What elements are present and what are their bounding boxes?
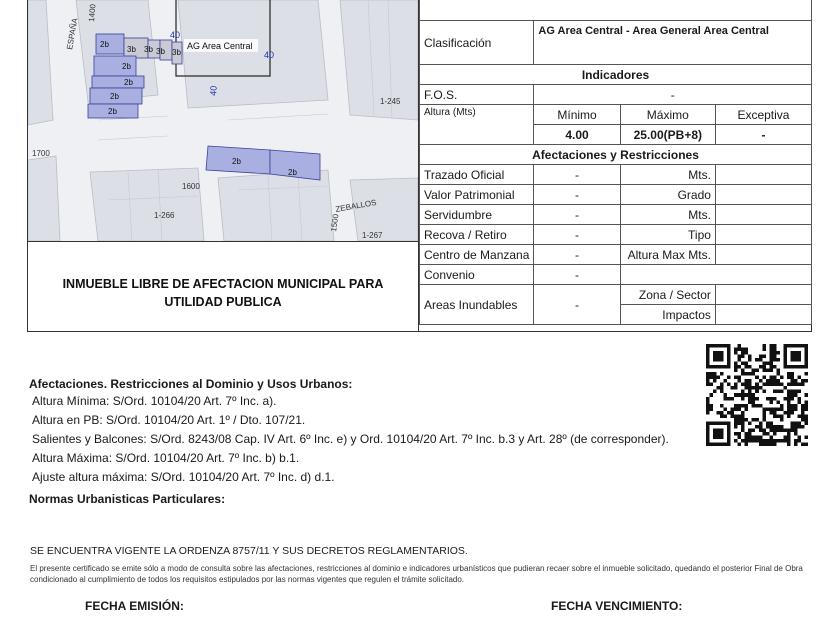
afectacion-row [420,245,812,265]
fos-label: F.O.S. [420,85,534,105]
afectacion-label: Recova / Retiro [420,225,534,245]
afectacion-extra [715,185,811,205]
lot-label-4: 3b [156,47,165,56]
lot-2b-3 [92,76,144,88]
restricciones-title: Afectaciones. Restricciones al Dominio y Usos Urbanos: [29,377,353,391]
street-label-1-266: 1-266 [154,211,175,220]
street-label-1700: 1700 [32,149,50,158]
afectaciones-title: Afectaciones y Restricciones [420,145,812,165]
afectacion-extra [715,245,811,265]
fecha-emision-label: FECHA EMISIÓN: [85,599,184,613]
lot-label-7: 2b [124,78,133,87]
impactos-value [715,305,811,325]
afectacion-extra [715,225,811,245]
street-label-1500: 1500 [329,213,341,233]
clasificacion-label: Clasificación [420,21,534,65]
map-canvas [28,0,418,241]
afectacion-label: Servidumbre [420,205,534,225]
afectacion-extra [715,165,811,185]
afectacion-unit: Altura Max Mts. [620,245,715,265]
afectacion-value: - [534,165,620,185]
street-label-40b: 40 [264,50,275,60]
afectacion-row [420,205,812,225]
lot-label-8: 2b [110,92,119,101]
clasificacion-value: AG Area Central - Area General Area Central [534,21,812,65]
altura-exc-value: - [715,125,811,145]
afectacion-extra [715,205,811,225]
lot-label-10: 2b [232,157,241,166]
qr-code-icon [706,344,808,446]
altura-label: Altura (Mts) [420,105,534,145]
normas-title: Normas Urbanisticas Particulares: [29,492,226,506]
restriccion-line: Salientes y Balcones: S/Ord. 8243/08 Cap. IV Art. 6º Inc. e) y Ord. 10104/20 Art. 7º Inc. b.3 y Art. 28º (de corresponder). [32,432,669,446]
restriccion-line: Altura en PB: S/Ord. 10104/20 Art. 1º / Dto. 107/21. [32,413,306,427]
street-label-espana: ESPAÑA [65,17,80,51]
afectacion-extra [620,265,811,285]
street-label-1-245: 1-245 [380,97,401,106]
afectacion-value: - [534,205,620,225]
afectacion-label: Trazado Oficial [420,165,534,185]
afectacion-label: Convenio [420,265,534,285]
afectacion-unit: Mts. [620,165,715,185]
lot-label-6: 2b [122,62,131,71]
afectacion-value: - [534,225,620,245]
street-label-40a: 40 [170,30,181,40]
fecha-vencimiento-label: FECHA VENCIMIENTO: [551,599,683,613]
lot-label-11: 2b [288,168,297,177]
info-table [419,0,812,325]
zone-label: AG Area Central [187,41,253,51]
afectacion-label: Centro de Manzana [420,245,534,265]
altura-max-label: Máximo [620,105,715,125]
restriccion-line: Altura Mínima: S/Ord. 10104/20 Art. 7º Inc. a). [32,394,277,408]
altura-exc-label: Exceptiva [715,105,811,125]
afectacion-unit: Tipo [620,225,715,245]
top-row [420,0,812,21]
altura-min-label: Mínimo [534,105,620,125]
afectacion-unit: Grado [620,185,715,205]
street-label-40c: 40 [208,85,219,97]
afectacion-unit: Mts. [620,205,715,225]
map-divider [28,241,418,242]
restriccion-line: Ajuste altura máxima: S/Ord. 10104/20 Art. 7º Inc. d) d.1. [32,470,335,484]
zona-label: Zona / Sector [620,285,715,305]
parcel-map[interactable] [28,0,418,241]
lot-label-9: 2b [108,107,117,116]
vigente-text: SE ENCUENTRA VIGENTE LA ORDENZA 8757/11 Y SUS DECRETOS REGLAMENTARIOS. [30,545,468,557]
altura-max-value: 25.00(PB+8) [620,125,715,145]
street-label-1600: 1600 [182,182,200,191]
afectacion-value: - [534,185,620,205]
zona-value [715,285,811,305]
impactos-label: Impactos [620,305,715,325]
lot-label-3: 3b [144,45,153,54]
afectacion-row [420,185,812,205]
street-label-zeballos: ZEBALLOS [334,197,378,214]
afectacion-row [420,165,812,185]
afectacion-value: - [534,245,620,265]
afectacion-row [420,265,812,285]
fos-value: - [534,85,812,105]
street-label-1400: 1400 [87,3,98,23]
street-label-1-267: 1-267 [362,231,383,240]
restricciones-list [32,392,669,487]
inundables-value: - [534,285,620,325]
afectacion-label: Valor Patrimonial [420,185,534,205]
inundables-label: Areas Inundables [420,285,534,325]
lot-label-1: 2b [100,40,109,49]
restriccion-line: Altura Máxima: S/Ord. 10104/20 Art. 7º Inc. b) b.1. [32,451,300,465]
afectacion-value: - [534,265,620,285]
disclaimer-text: El presente certificado se emite sólo a modo de consulta sobre las afectaciones, restricciones al dominio e indicadores urbanísticos que pudieran recaer sobre el inmueble solicitado, quedando el posterior Final de Obra condicionado al cumplimiento de todos los requisitos estipulados por las normas vigentes que regulen el trámite solicitado. [30,564,803,584]
afectacion-row [420,225,812,245]
altura-min-value: 4.00 [534,125,620,145]
lot-label-2: 3b [127,45,136,54]
indicadores-title: Indicadores [420,65,812,85]
lot-label-5: 3b [172,48,181,57]
libre-afectacion-text: INMUEBLE LIBRE DE AFECTACION MUNICIPAL PARA UTILIDAD PUBLICA [62,277,384,309]
